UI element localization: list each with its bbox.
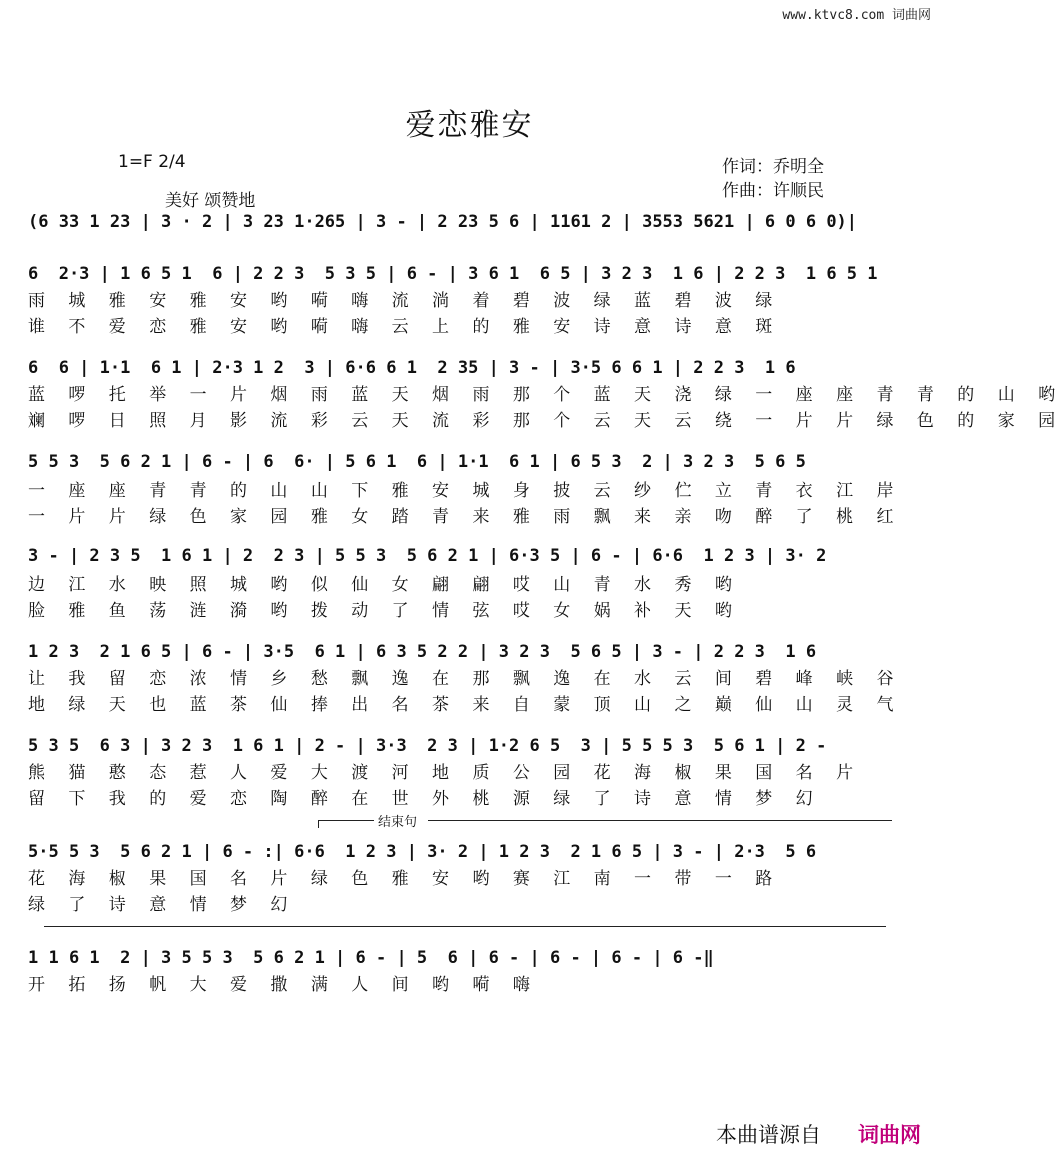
notation-line-7: 5·5 5 3 5 6 2 1 | 6 - :| 6·6 1 2 3 | 3· 2 | 1 2 3 2 1 6 5 | 3 - | 2·3 5 6 — [28, 842, 817, 862]
ending-bracket-left — [318, 820, 374, 821]
footer-source-label: 本曲谱源自 — [716, 1123, 821, 1147]
coda-divider — [44, 926, 886, 927]
lyric-verse-2: 绿 了 诗 意 情 梦 幻 — [28, 895, 297, 915]
lyric-verse-1: 让 我 留 恋 浓 情 乡 愁 飘 逸 在 那 飘 逸 在 水 云 间 碧 峰 峡 谷 — [28, 669, 903, 689]
notation-line-5: 1 2 3 2 1 6 5 | 6 - | 3·5 6 1 | 6 3 5 2 2 | 3 2 3 5 6 5 | 3 - | 2 2 3 1 6 — [28, 642, 817, 662]
lyric-verse-2: 留 下 我 的 爱 恋 陶 醉 在 世 外 桃 源 绿 了 诗 意 情 梦 幻 — [28, 789, 822, 809]
ending-bracket-hook — [318, 820, 319, 828]
key-signature: 1=F 2/4 — [118, 152, 186, 172]
ending-bracket-right — [428, 820, 892, 821]
notation-line-1: 6 2·3 | 1 6 5 1 6 | 2 2 3 5 3 5 | 6 - | 3 6 1 6 5 | 3 2 3 1 6 | 2 2 3 1 6 5 1 — [28, 264, 878, 284]
lyricist: 作词：乔明全 — [722, 157, 824, 177]
lyric-verse-1: 花 海 椒 果 国 名 片 绿 色 雅 安 哟 赛 江 南 一 带 一 路 — [28, 869, 782, 889]
song-title: 爱恋雅安 — [405, 108, 534, 143]
lyric-verse-1: 一 座 座 青 青 的 山 山 下 雅 安 城 身 披 云 纱 伫 立 青 衣 江 岸 — [28, 481, 903, 501]
lyric-verse-1: 雨 城 雅 安 雅 安 哟 嗬 嗨 流 淌 着 碧 波 绿 蓝 碧 波 绿 — [28, 291, 782, 311]
lyric-verse-1: 熊 猫 憨 态 惹 人 爱 大 渡 河 地 质 公 园 花 海 椒 果 国 名 片 — [28, 763, 863, 783]
lyric-verse-2: 谁 不 爱 恋 雅 安 哟 嗬 嗨 云 上 的 雅 安 诗 意 诗 意 斑 — [28, 317, 782, 337]
notation-line-2: 6 6 | 1·1 6 1 | 2·3 1 2 3 | 6·6 6 1 2 35 | 3 - | 3·5 6 6 1 | 2 2 3 1 6 — [28, 358, 796, 378]
subtitle: 美好 颂赞地 — [165, 191, 256, 211]
lyric-final: 开 拓 扬 帆 大 爱 撒 满 人 间 哟 嗬 嗨 — [28, 975, 539, 995]
lyric-verse-2: 地 绿 天 也 蓝 茶 仙 捧 出 名 茶 来 自 蒙 顶 山 之 巅 仙 山 灵 气 — [28, 695, 903, 715]
composer: 作曲：许顺民 — [722, 181, 824, 201]
ending-label: 结束句 — [378, 815, 418, 830]
notation-line-intro: (6 33 1 23 | 3 · 2 | 3 23 1·265 | 3 - | 2 23 5 6 | 1161 2 | 3553 5621 | 6 0 6 0)| — [28, 212, 858, 232]
lyric-verse-2: 脸 雅 鱼 荡 涟 漪 哟 拨 动 了 情 弦 哎 女 娲 补 天 哟 — [28, 601, 741, 621]
notation-line-4: 3 - | 2 3 5 1 6 1 | 2 2 3 | 5 5 3 5 6 2 1 | 6·3 5 | 6 - | 6·6 1 2 3 | 3· 2 — [28, 546, 827, 566]
lyric-verse-2: 斓 啰 日 照 月 影 流 彩 云 天 流 彩 那 个 云 天 云 绕 一 片 片 绿 色 的 家 园 — [28, 411, 1064, 431]
notation-line-8: 1 1 6 1 2 | 3 5 5 3 5 6 2 1 | 6 - | 5 6 | 6 - | 6 - | 6 - | 6 -‖ — [28, 948, 714, 968]
site-watermark: www.ktvc8.com 词曲网 — [782, 8, 931, 23]
lyric-verse-1: 边 江 水 映 照 城 哟 似 仙 女 翩 翩 哎 山 青 水 秀 哟 — [28, 575, 741, 595]
lyric-verse-1: 蓝 啰 托 举 一 片 烟 雨 蓝 天 烟 雨 那 个 蓝 天 浇 绿 一 座 座 青 青 的 山 哟 — [28, 385, 1064, 405]
lyric-verse-2: 一 片 片 绿 色 家 园 雅 女 踏 青 来 雅 雨 飘 来 亲 吻 醉 了 桃 红 — [28, 507, 903, 527]
footer-site-link[interactable]: 词曲网 — [858, 1123, 921, 1147]
notation-line-6: 5 3 5 6 3 | 3 2 3 1 6 1 | 2 - | 3·3 2 3 | 1·2 6 5 3 | 5 5 5 3 5 6 1 | 2 - — [28, 736, 827, 756]
notation-line-3: 5 5 3 5 6 2 1 | 6 - | 6 6· | 5 6 1 6 | 1·1 6 1 | 6 5 3 2 | 3 2 3 5 6 5 — [28, 452, 806, 472]
